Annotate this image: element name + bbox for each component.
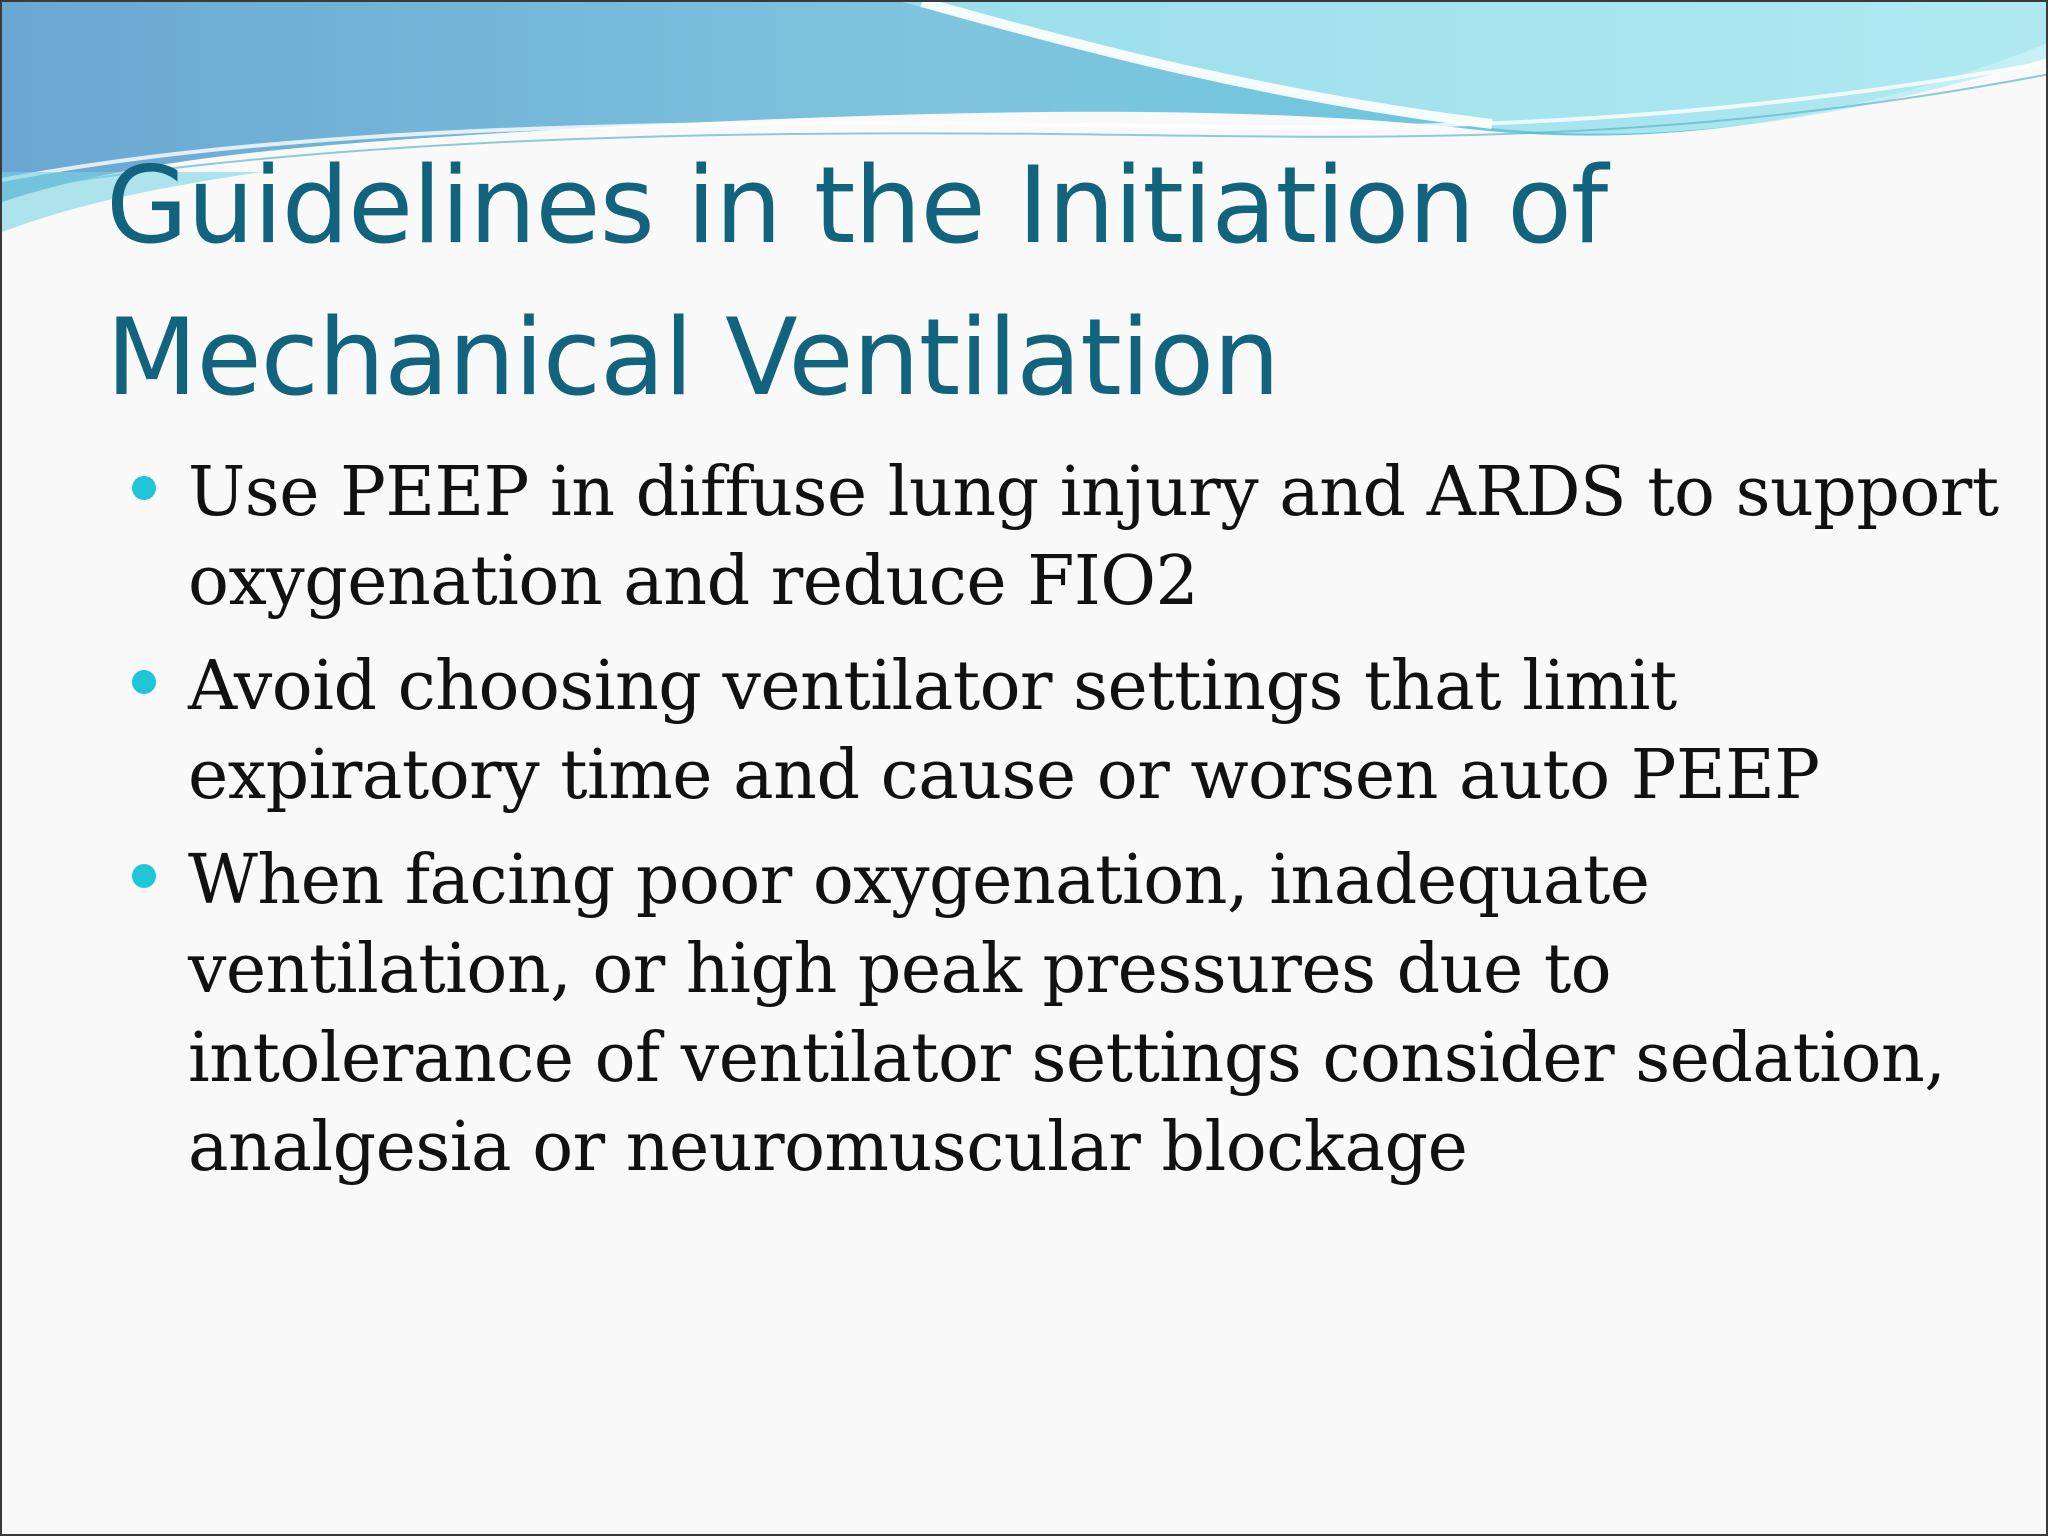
bullet-text: When facing poor oxygenation, inadequate ventilation, or high peak pressures due to intolerance of ventilator settings consider sedation, analgesia or neuromuscular blockage [188, 841, 1946, 1187]
bullet-item [132, 448, 2012, 626]
bullet-icon [132, 670, 156, 694]
bullet-text: Use PEEP in diffuse lung injury and ARDS to support oxygenation and reduce FIO2 [188, 453, 1999, 621]
slide-title: Guidelines in the Initiation of Mechanical Ventilation [106, 144, 1608, 419]
bullet-icon [132, 476, 156, 500]
bullet-list [132, 448, 2012, 1208]
bullet-item [132, 642, 2012, 820]
bullet-item [132, 836, 2012, 1192]
bullet-icon [132, 864, 156, 888]
bullet-text: Avoid choosing ventilator settings that limit expiratory time and cause or worsen auto PEEP [188, 647, 1820, 815]
